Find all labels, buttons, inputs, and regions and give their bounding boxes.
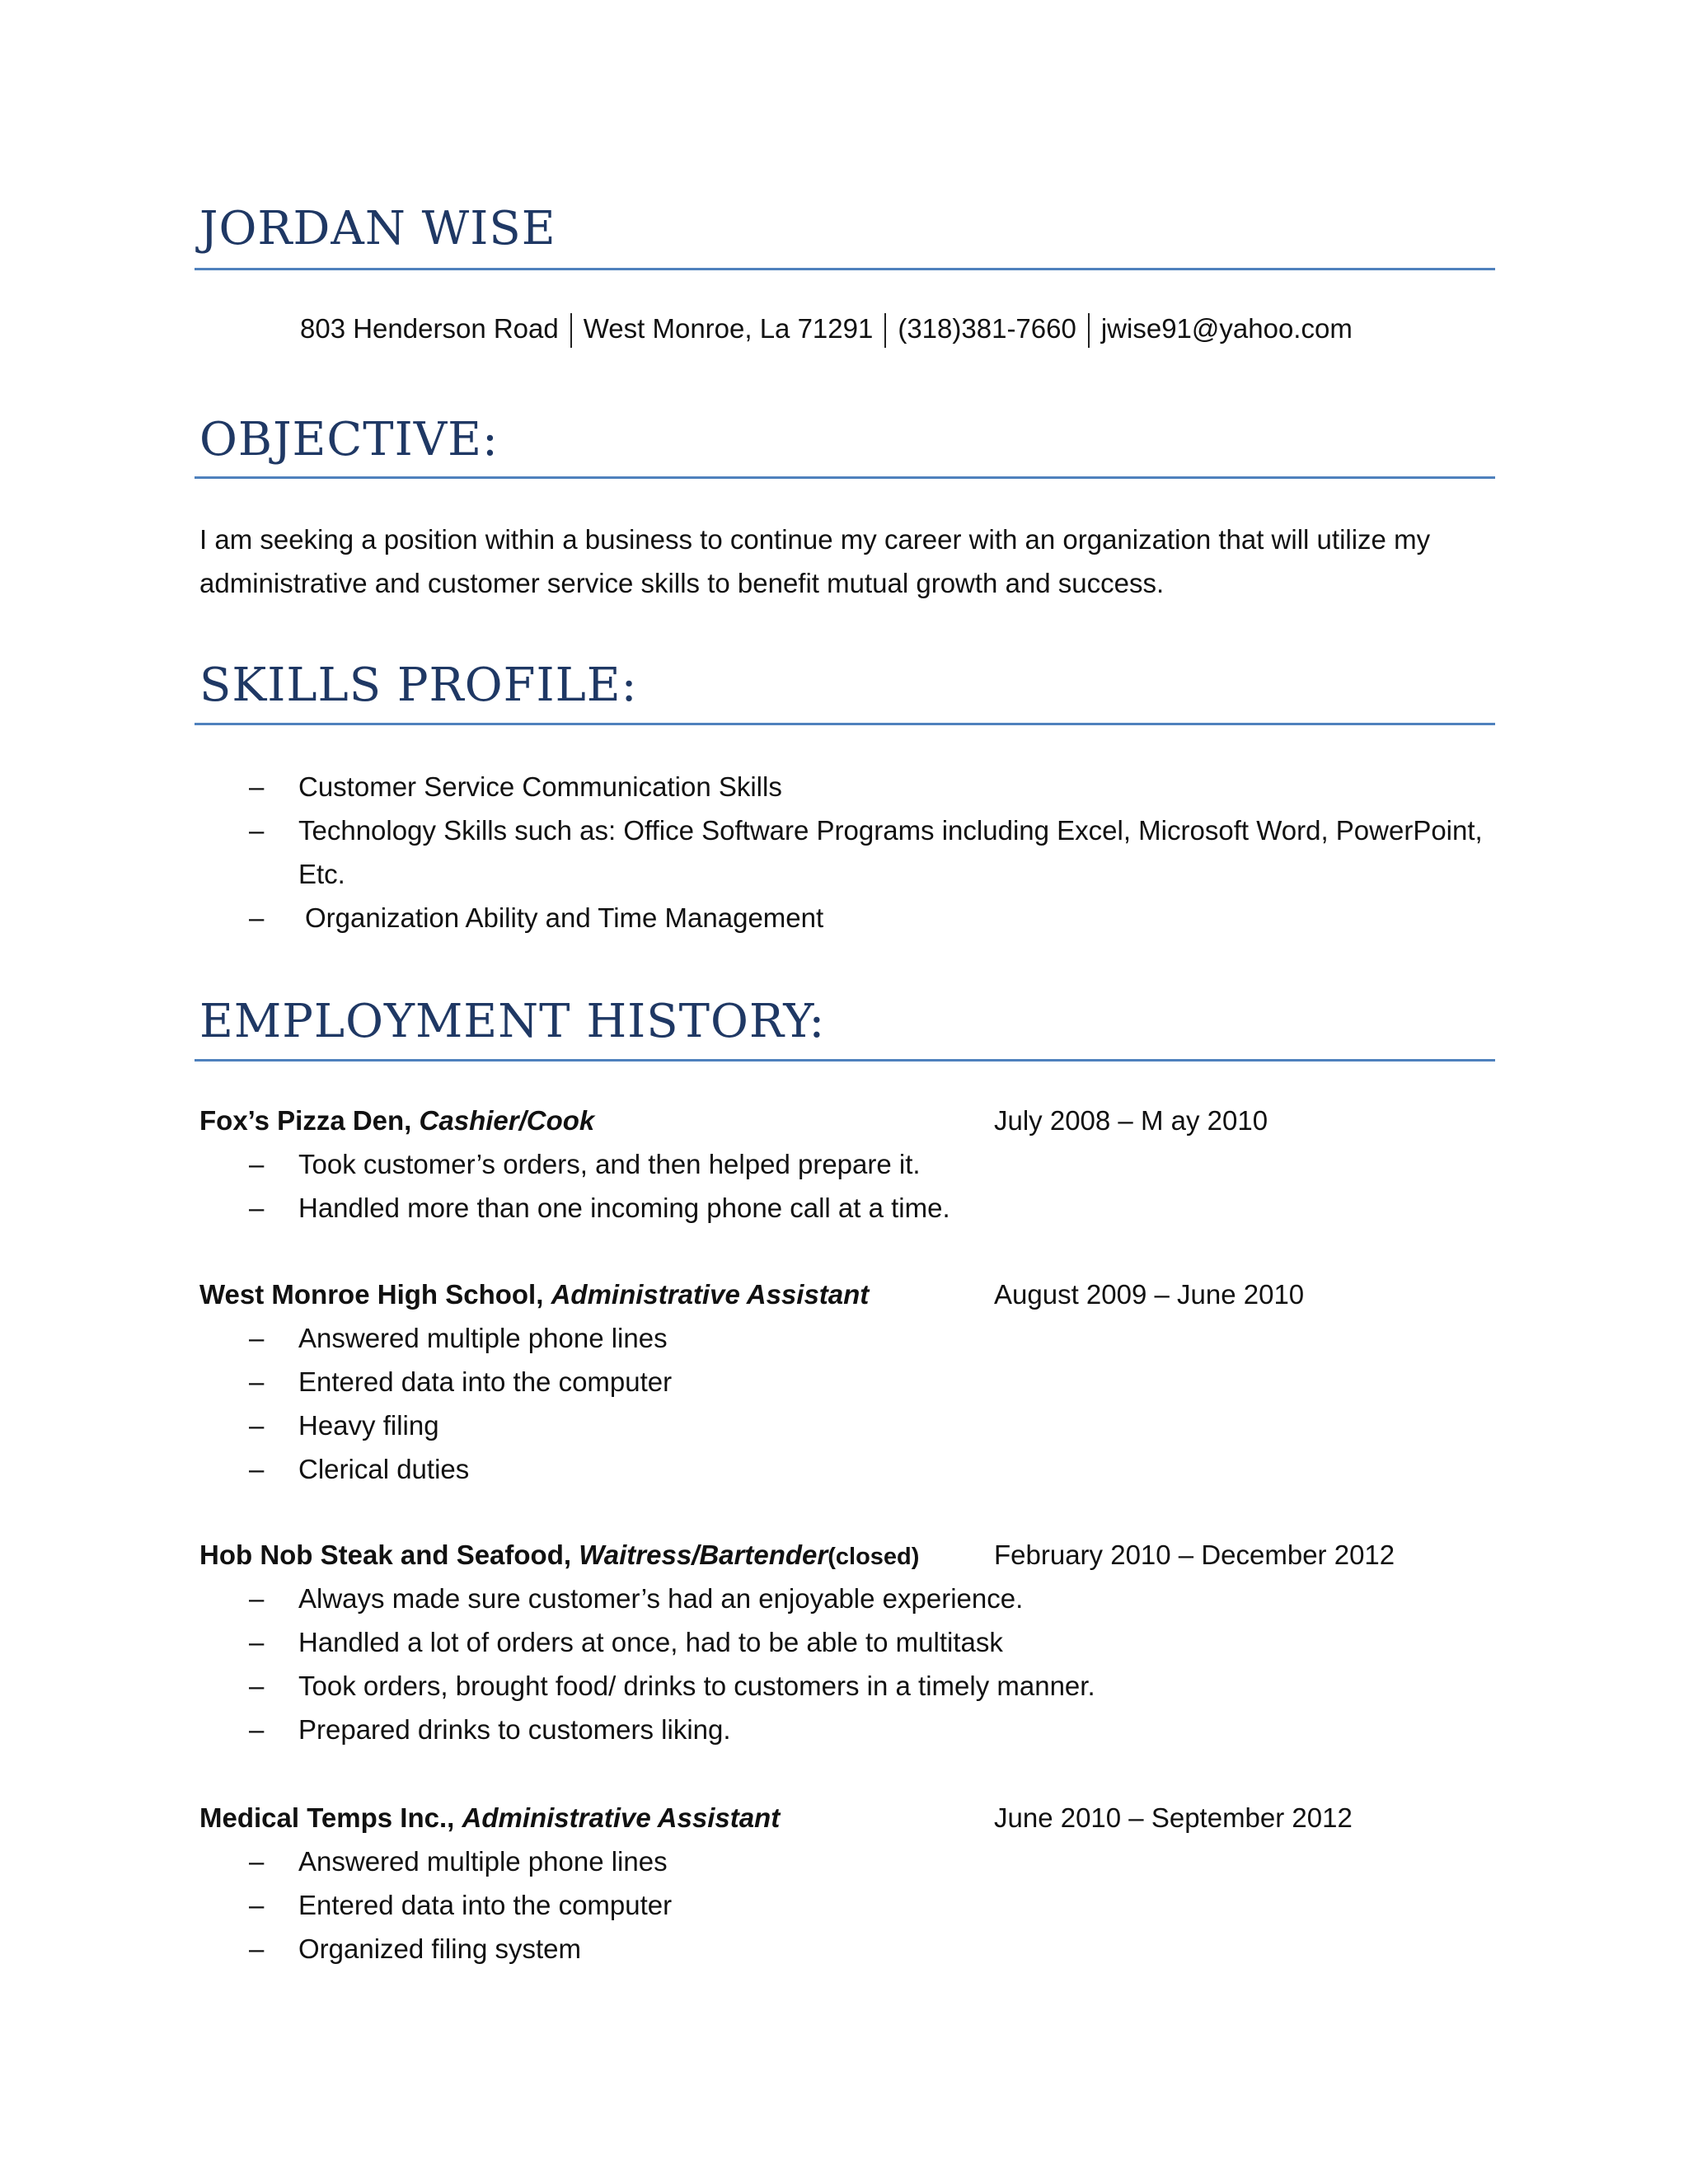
job-company: Medical Temps Inc., (199, 1802, 455, 1833)
duty-item: – Heavy filing (199, 1404, 672, 1447)
dash-bullet: – (249, 902, 265, 933)
job-dates: July 2008 – M ay 2010 (994, 1105, 1268, 1136)
duty-item: – Handled more than one incoming phone call at a time. (199, 1186, 950, 1230)
job-role: Administrative Assistant (462, 1802, 781, 1833)
job-duties (199, 1840, 672, 1971)
dash-bullet: – (249, 1454, 265, 1484)
skill-item: – Technology Skills such as: Office Software Programs including Excel, Microsoft Word, PowerPoint, Etc. (199, 808, 1502, 896)
skill-item: – Organization Ability and Time Management (199, 896, 1502, 940)
contact-separator (1088, 313, 1090, 348)
job-role: Cashier/Cook (419, 1105, 595, 1136)
dash-bullet: – (249, 1846, 265, 1877)
contact-separator (884, 313, 886, 348)
job-dates: August 2009 – June 2010 (994, 1279, 1305, 1310)
skills-list (199, 765, 1502, 940)
dash-bullet: – (249, 1714, 265, 1745)
dash-bullet: – (249, 1627, 265, 1657)
name-heading: JORDAN WISE (199, 202, 556, 255)
skills-heading: SKILLS PROFILE: (199, 658, 638, 712)
name-rule (195, 268, 1495, 270)
duty-item: – Handled a lot of orders at once, had to be able to multitask (199, 1620, 1095, 1664)
duty-item: – Took customer’s orders, and then helped prepare it. (199, 1142, 950, 1186)
job-header (199, 1533, 919, 1579)
contact-email: jwise91@yahoo.com (1100, 313, 1353, 344)
dash-bullet: – (249, 1366, 265, 1397)
duty-item: – Organized filing system (199, 1927, 672, 1971)
dash-bullet: – (249, 1890, 265, 1920)
contact-address: 803 Henderson Road (300, 313, 559, 344)
employment-heading: EMPLOYMENT HISTORY: (199, 995, 826, 1048)
dash-bullet: – (249, 1323, 265, 1353)
dash-bullet: – (249, 815, 265, 846)
job-duties (199, 1142, 950, 1230)
objective-heading: OBJECTIVE: (199, 413, 499, 466)
duty-item: – Entered data into the computer (199, 1883, 672, 1927)
duty-item: – Took orders, brought food/ drinks to customers in a timely manner. (199, 1664, 1095, 1708)
job-duties (199, 1577, 1095, 1751)
objective-rule (195, 476, 1495, 479)
dash-bullet: – (249, 1410, 265, 1441)
contact-city: West Monroe, La 71291 (583, 313, 874, 344)
dash-bullet: – (249, 1193, 265, 1223)
contact-line (300, 313, 1353, 348)
dash-bullet: – (249, 1671, 265, 1701)
contact-separator (570, 313, 572, 348)
duty-item: – Prepared drinks to customers liking. (199, 1708, 1095, 1751)
job-dates: June 2010 – September 2012 (994, 1802, 1353, 1833)
job-role: Administrative Assistant (551, 1279, 870, 1310)
dash-bullet: – (249, 1149, 265, 1179)
objective-text: I am seeking a position within a business to continue my career with an organization that will utilize my administrative and customer service skills to benefit mutual growth and success. (199, 524, 1431, 598)
job-dates: February 2010 – December 2012 (994, 1540, 1395, 1570)
job-header (199, 1099, 594, 1142)
job-company: West Monroe High School, (199, 1279, 544, 1310)
job-header (199, 1272, 869, 1316)
duty-item: – Always made sure customer’s had an enjoyable experience. (199, 1577, 1095, 1620)
skill-item: – Customer Service Communication Skills (199, 765, 1502, 808)
job-company: Fox’s Pizza Den, (199, 1105, 412, 1136)
job-note: (closed) (828, 1544, 920, 1570)
employment-rule (195, 1059, 1495, 1062)
job-role: Waitress/Bartender (579, 1540, 828, 1570)
skills-rule (195, 723, 1495, 725)
duty-item: – Clerical duties (199, 1447, 672, 1491)
contact-phone: (318)381-7660 (898, 313, 1076, 344)
duty-item: – Answered multiple phone lines (199, 1840, 672, 1883)
job-duties (199, 1316, 672, 1491)
job-header (199, 1796, 780, 1840)
job-company: Hob Nob Steak and Seafood, (199, 1540, 572, 1570)
dash-bullet: – (249, 1583, 265, 1614)
duty-item: – Answered multiple phone lines (199, 1316, 672, 1360)
dash-bullet: – (249, 1933, 265, 1964)
dash-bullet: – (249, 771, 265, 802)
duty-item: – Entered data into the computer (199, 1360, 672, 1404)
